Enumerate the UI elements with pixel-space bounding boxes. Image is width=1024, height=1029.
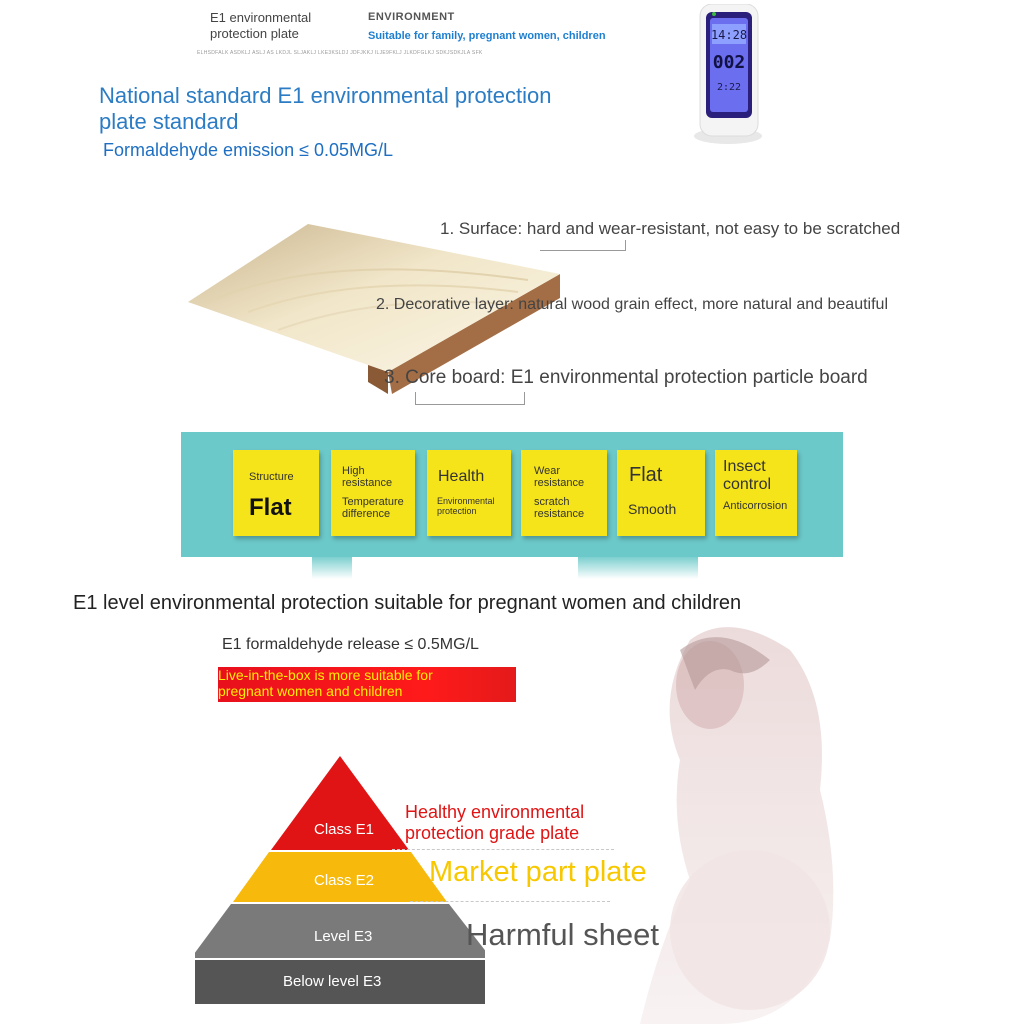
clock-time: 14:28	[710, 28, 748, 42]
clock-date: 2:22	[716, 82, 742, 93]
page-title	[99, 83, 552, 135]
pyramid-e1-label: Class E1	[314, 821, 375, 838]
page-title-line1: National standard E1 environmental protection	[99, 83, 552, 108]
feature-resistance-top: High resistance	[342, 465, 393, 489]
feature-card-insect	[715, 450, 797, 536]
feature-insect-bottom: Anticorrosion	[723, 500, 788, 512]
thermometer-clock-image	[692, 4, 762, 144]
feature-wear-bottom: scratch resistance	[534, 496, 585, 520]
emission-note: Formaldehyde emission ≤ 0.05MG/L	[103, 140, 394, 160]
banner-reflection-left	[312, 557, 352, 579]
feature-wear-top: Wear resistance	[534, 465, 585, 489]
core-leader	[415, 392, 525, 405]
fine-print: ELHSDFALK ASDKLJ ASLJ AS LKDJL SLJAKLJ LKE3KSLDJ JDFJKKJ ILJE9FKLJ JLKDFGLKJ SDKJSDKJLA SFK	[197, 50, 483, 56]
surface-leader	[540, 240, 626, 251]
decorative-label: 2. Decorative layer: natural wood grain effect, more natural and beautiful	[376, 296, 888, 313]
recommendation-line2: pregnant women and children	[218, 683, 403, 699]
surface-label: 1. Surface: hard and wear-resistant, not easy to be scratched	[440, 219, 901, 238]
feature-health-bottom: Environmental protection	[437, 496, 495, 516]
feature-structure-label: Structure	[249, 471, 294, 483]
pyramid-e2-label: Class E2	[314, 872, 375, 889]
env-subheading: Suitable for family, pregnant women, children	[368, 30, 606, 42]
feature-card-wear	[521, 450, 607, 536]
recommendation-line1: Live-in-the-box is more suitable for	[218, 667, 433, 683]
feature-health-top: Health	[438, 468, 485, 485]
feature-card-flat	[617, 450, 705, 536]
feature-structure-value: Flat	[249, 494, 292, 521]
plate-label-line2: protection plate	[210, 26, 299, 41]
feature-card-structure	[233, 450, 319, 536]
plate-label-line1: E1 environmental	[210, 10, 312, 25]
e1-description	[405, 802, 584, 844]
feature-card-health	[427, 450, 511, 536]
e1-description-line1: Healthy environmental	[405, 802, 585, 822]
pyramid-e3-label: Level E3	[314, 928, 373, 945]
feature-banner	[181, 432, 843, 557]
feature-flat-bottom: Smooth	[628, 501, 677, 517]
release-note: E1 formaldehyde release ≤ 0.5MG/L	[222, 636, 479, 653]
page-title-line2: plate standard	[99, 109, 239, 134]
e1-description-line2: protection grade plate	[405, 823, 580, 843]
core-label: 3. Core board: E1 environmental protection particle board	[384, 367, 868, 388]
feature-flat-top: Flat	[629, 464, 663, 486]
plate-label	[210, 10, 311, 42]
feature-insect-top: Insect control	[723, 458, 772, 493]
banner-reflection-right	[578, 557, 698, 579]
feature-resistance-bottom: Temperature difference	[342, 496, 404, 520]
pyramid-below-label: Below level E3	[283, 973, 382, 990]
env-heading: ENVIRONMENT	[368, 11, 455, 23]
feature-card-resistance	[331, 450, 415, 536]
recommendation-banner	[218, 667, 516, 702]
section-heading: E1 level environmental protection suitable for pregnant women and children	[73, 592, 742, 614]
e1-divider	[392, 849, 614, 850]
clock-temp: 002	[712, 52, 746, 73]
e2-description: Market part plate	[429, 856, 647, 888]
e3-description: Harmful sheet	[466, 917, 659, 952]
pregnant-woman-image	[600, 610, 860, 1024]
e2-divider	[410, 901, 610, 902]
